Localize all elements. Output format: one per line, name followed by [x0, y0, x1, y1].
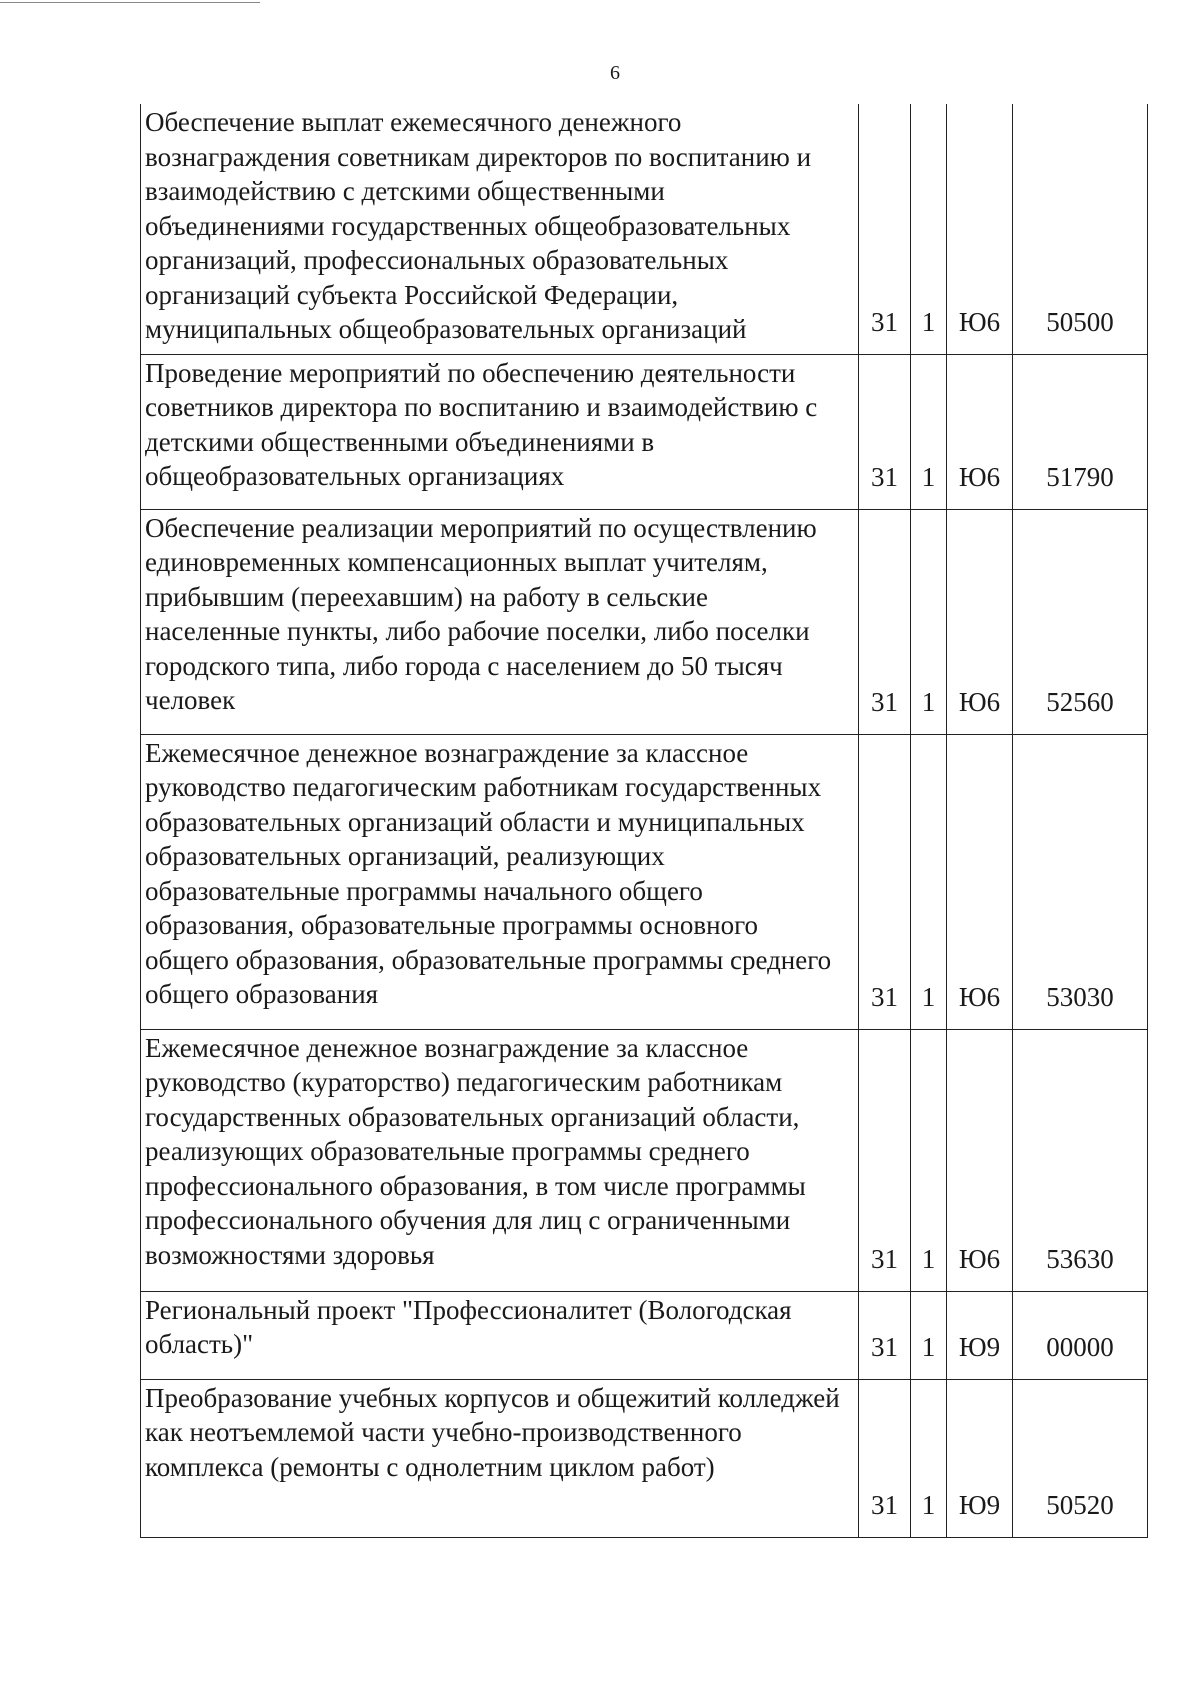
page-number: 6	[610, 62, 620, 84]
table-row	[141, 1029, 1148, 1291]
table-row	[141, 104, 1148, 354]
code-subprogram: 1	[911, 509, 947, 734]
row-description: Преобразование учебных корпусов и общежитий колледжей как неотъемлемой части учебно-производственного комплекса (ремонты с однолетним циклом работ)	[141, 1379, 859, 1537]
row-description: Ежемесячное денежное вознаграждение за классное руководство педагогическим работникам государственных образовательных организаций области и муниципальных образовательных организаций, реализующих образовательные программы начального общего образования, образовательные программы основного общего образования, образовательные программы среднего общего образования	[141, 734, 859, 1029]
code-program: 31	[859, 1291, 911, 1379]
table-row	[141, 1291, 1148, 1379]
table-row	[141, 734, 1148, 1029]
code-program: 31	[859, 1379, 911, 1537]
code-subprogram: 1	[911, 1291, 947, 1379]
code-program: 31	[859, 354, 911, 509]
code-project: Ю6	[947, 509, 1013, 734]
row-description: Ежемесячное денежное вознаграждение за классное руководство (кураторство) педагогическим работникам государственных образовательных организаций области, реализующих образовательные программы среднего профессионального образования, в том числе программы профессионального обучения для лиц с ограниченными возможностями здоровья	[141, 1029, 859, 1291]
code-program: 31	[859, 1029, 911, 1291]
code-direction: 00000	[1013, 1291, 1148, 1379]
code-subprogram: 1	[911, 734, 947, 1029]
code-direction: 51790	[1013, 354, 1148, 509]
code-direction: 50500	[1013, 104, 1148, 354]
row-description: Проведение мероприятий по обеспечению деятельности советников директора по воспитанию и взаимодействию с детскими общественными объединениями в общеобразовательных организациях	[141, 354, 859, 509]
code-project: Ю6	[947, 734, 1013, 1029]
table-row	[141, 354, 1148, 509]
code-project: Ю9	[947, 1379, 1013, 1537]
row-description: Региональный проект "Профессионалитет (Вологодская область)"	[141, 1291, 859, 1379]
code-direction: 52560	[1013, 509, 1148, 734]
code-project: Ю6	[947, 354, 1013, 509]
code-subprogram: 1	[911, 104, 947, 354]
code-direction: 53630	[1013, 1029, 1148, 1291]
code-project: Ю9	[947, 1291, 1013, 1379]
code-project: Ю6	[947, 104, 1013, 354]
code-subprogram: 1	[911, 354, 947, 509]
code-direction: 53030	[1013, 734, 1148, 1029]
code-program: 31	[859, 509, 911, 734]
row-description: Обеспечение реализации мероприятий по осуществлению единовременных компенсационных выплат учителям, прибывшим (переехавшим) на работу в сельские населенные пункты, либо рабочие поселки, либо поселки городского типа, либо города с населением до 50 тысяч человек	[141, 509, 859, 734]
code-direction: 50520	[1013, 1379, 1148, 1537]
budget-classification-table	[140, 104, 1148, 1538]
scan-edge-line	[0, 2, 260, 3]
row-description: Обеспечение выплат ежемесячного денежного вознаграждения советникам директоров по воспитанию и взаимодействию с детскими общественными объединениями государственных общеобразовательных организаций, профессиональных образовательных организаций субъекта Российской Федерации, муниципальных общеобразовательных организаций	[141, 104, 859, 354]
table-row	[141, 1379, 1148, 1537]
code-subprogram: 1	[911, 1379, 947, 1537]
table-row	[141, 509, 1148, 734]
code-program: 31	[859, 734, 911, 1029]
code-project: Ю6	[947, 1029, 1013, 1291]
code-program: 31	[859, 104, 911, 354]
code-subprogram: 1	[911, 1029, 947, 1291]
